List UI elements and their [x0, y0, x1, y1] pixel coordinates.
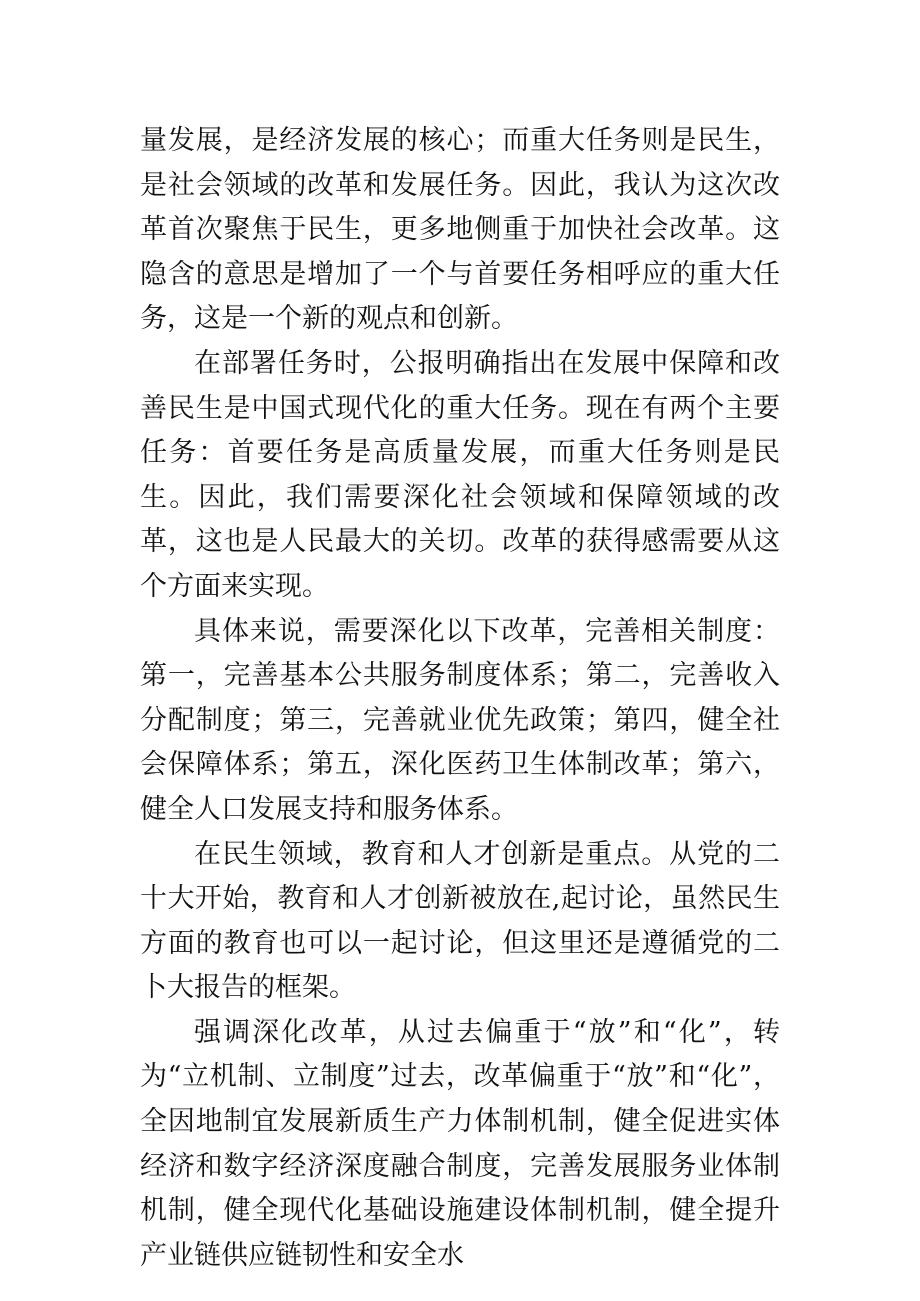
paragraph-tasks: 在部署任务时，公报明确指出在发展中保障和改善民生是中国式现代化的重大任务。现在有两个主要任务：首要任务是高质量发展，而重大任务则是民生。因此，我们需要深化社会领域和保障领域的改革，这也是人民最大的关切。改革的获得感需要从这个方面来实现。 [140, 347, 780, 602]
paragraph-education: 在民生领域，教育和人才创新是重点。从党的二十大开始，教育和人才创新被放在,起讨论，虽然民生方面的教育也可以一起讨论，但这里还是遵循党的二卜大报告的框架。 [140, 838, 780, 1004]
paragraph-continued: 量发展，是经济发展的核心；而重大任务则是民生，是社会领域的改革和发展任务。因此，我认为这次改革首次聚焦于民生，更多地侧重于加快社会改革。这隐含的意思是增加了一个与首要任务相呼应的重大任务，这是一个新的观点和创新。 [140, 125, 780, 335]
document-body [140, 119, 780, 1278]
paragraph-deepen-reform: 强调深化改革，从过去偏重于“放”和“化”，转为“立机制、立制度”过去，改革偏重于“放”和“化”，全因地制宜发展新质生产力体制机制，健全促进实体经济和数字经济深度融合制度，完善发展服务业体制机制，健全现代化基础设施建设体制机制，健全提升产业链供应链韧性和安全水 [140, 1016, 780, 1271]
paragraph-reforms: 具体来说，需要深化以下改革，完善相关制度：第一，完善基本公共服务制度体系；第二，完善收入分配制度；第三，完善就业优先政策；第四，健全社会保障体系；第五，深化医药卫生体制改革；第六，健全人口发展支持和服务体系。 [140, 615, 780, 825]
